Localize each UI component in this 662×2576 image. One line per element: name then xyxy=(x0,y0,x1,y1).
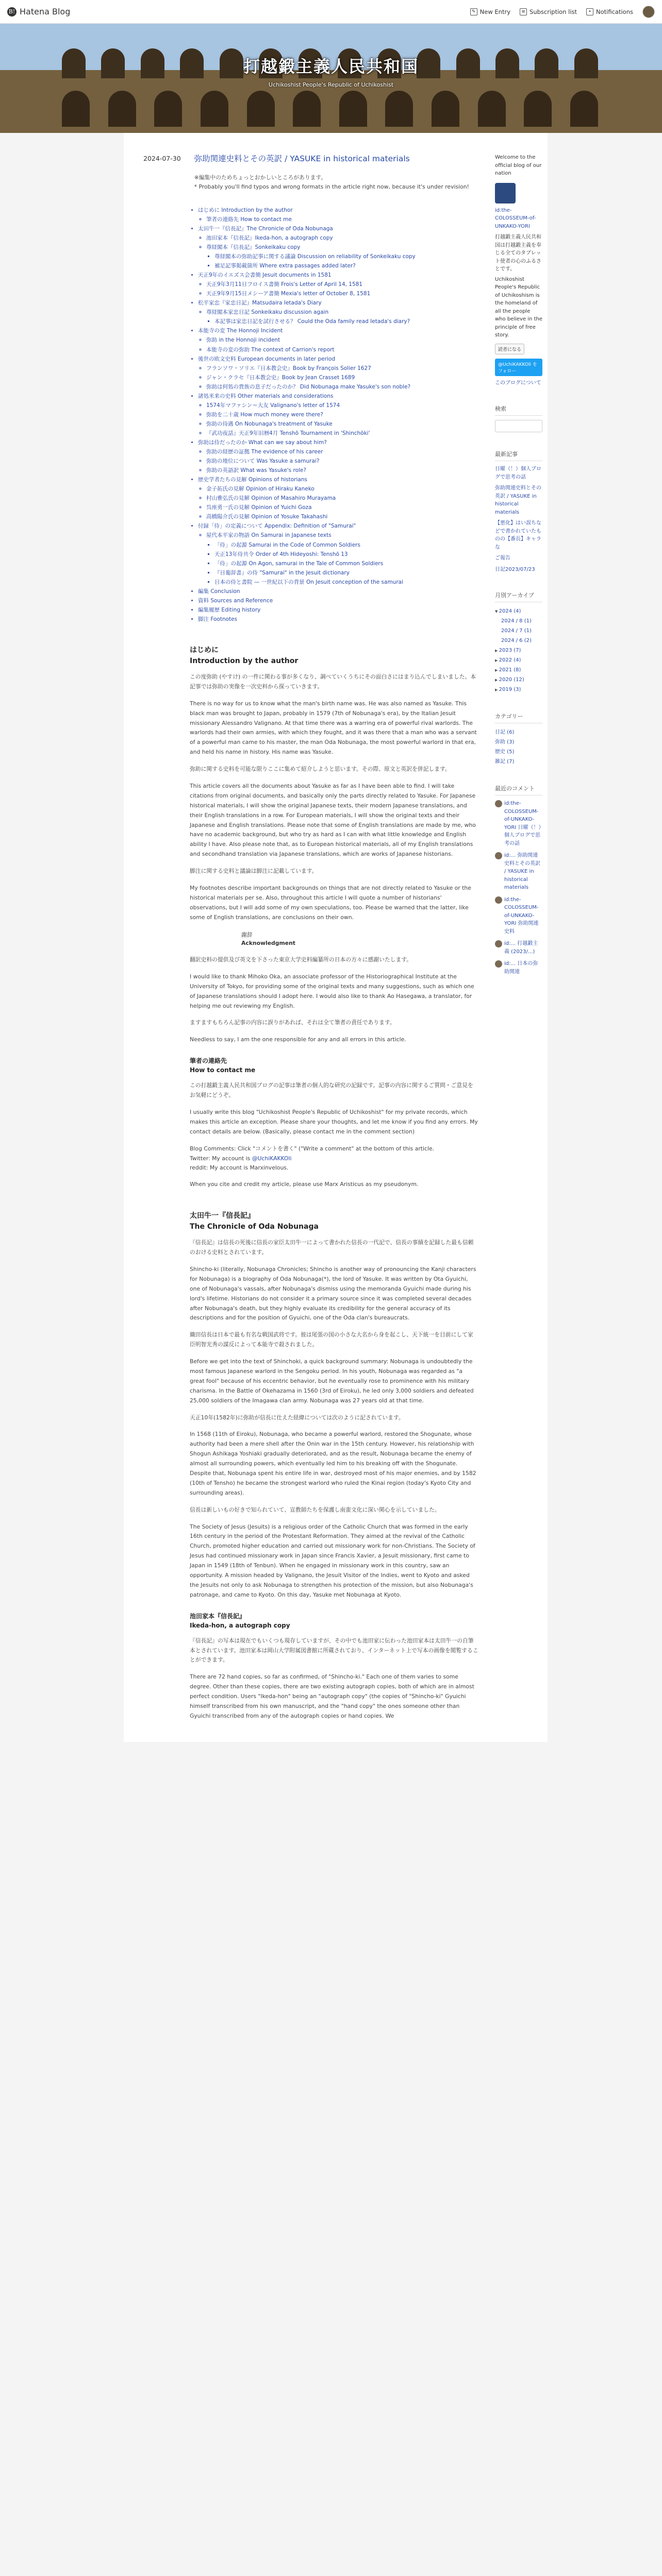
subscription-list-button[interactable]: ≡ Subscription list xyxy=(520,8,577,15)
toc-item[interactable]: • 後世の欧文史料 European documents in later period ◦ フランソワ・ソリエ『日本教会史』Book by François Solier 1627 ◦ ジャン・クラセ『日本教会史』Book by Jean Crasset 1689 ◦ 弥助は何処の貴族の息子だったのか？ Did Nobunaga make Yasuke's son noble? xyxy=(198,354,478,392)
toc-item[interactable]: ◦ 弥助 in the Honnoji incident xyxy=(206,335,478,345)
toc-item[interactable]: ◦ ジャン・クラセ『日本教会史』Book by Jean Crasset 1689 xyxy=(206,373,478,382)
toc-item[interactable]: ◦ 村山雅弘氏の見解 Opinion of Masahiro Murayama xyxy=(206,494,478,503)
archive-month[interactable]: 2024 / 7 (1) xyxy=(501,628,532,634)
contact-twitter: Twitter: My account is @UchiKAKKOli xyxy=(190,1155,292,1162)
toc-item[interactable]: ◦ 天正9年9月15日メシーア書簡 Mexia's letter of October 8, 1581 xyxy=(206,289,478,298)
toc-item[interactable]: ◦ 弥助は何処の貴族の息子だったのか？ Did Nobunaga make Yasuke's son noble? xyxy=(206,382,478,392)
recent-comment[interactable]: id:the-COLOSSEUM-of-UNKAKO-YORI 弥助関連史料 xyxy=(495,896,542,936)
table-of-contents xyxy=(190,206,478,624)
commenter-avatar xyxy=(495,960,502,968)
commenter-avatar xyxy=(495,852,502,859)
toc-item[interactable]: ◦ 屋代本平家の物語 On Samurai in Japanese texts ▪ 「侍」の起源 Samurai in the Code of Common Soldiers ▪ 天正13年侍共令 Order of 4th Hideyoshi: Tenshō 13 ▪ 「侍」の起源 On Agon, samurai in the Tale of Common Soldiers ▪ 『日葡辞書』の侍 "Samurai" in the Jesuit dictionary ▪ 日本の侍と書院 — 一世紀以下の背景 On Jesuit conception of the samurai xyxy=(206,531,478,586)
chronicle-en: Shincho-ki (literally, Nobunaga Chronicles; Shincho is another way of pronouncing the Kanji characters for Nobunaga) is a biography of Oda Nobunaga(*), the lord of Yasuke. It was written by Ota Gyuichi, one of Nobunaga's vassals, after Nobunaga's dismiss using the memoranda Gyuichi made during his lord's lifetime. Historians do not consider it a primary source since it was completed several decades after Nobunaga's death, but they highly evaluate its credibility for the general accuracy of its descriptions and for the position of Gyuichi, one of the Oda clan's bureaucrats. xyxy=(190,1265,476,1321)
toc-item[interactable]: ◦ 筆者の連絡先 How to contact me xyxy=(206,215,478,224)
toc-item[interactable]: ◦ 『武功夜話』天正9年旧暦4月 Tenshō Tournament in 'Shinchōki' xyxy=(206,429,478,438)
recent-comment[interactable]: id:the-COLOSSEUM-of-UNKAKO-YORI 日曜（！）個人ブログで思考の話 xyxy=(495,800,542,848)
ikeda-heading: 池田家本『信長記』 Ikeda-hon, a autograph copy xyxy=(190,1612,290,1629)
recent-entry-link[interactable]: 日記2023/07/23 xyxy=(495,566,535,572)
toc-item[interactable]: ◦ フランソワ・ソリエ『日本教会史』Book by François Solier 1627 xyxy=(206,364,478,373)
archive-year[interactable]: ▶ 2019 (3) xyxy=(495,685,542,694)
contact-pseudonym: When you cite and credit my article, please use Marx Aristicus as my pseudonym. xyxy=(190,1181,419,1188)
acknowledgment-ja: 翻訳史料の提供及び英文を下さった東京大学史料編纂所の日本の方々に感謝いたします。 xyxy=(190,956,412,963)
recent-comment[interactable]: id:... 日本の弥助関連 xyxy=(495,960,542,976)
top-navigation-bar xyxy=(0,0,662,24)
toc-item[interactable]: ▪ 「侍」の起源 On Agon, samurai in the Tale of Common Soldiers xyxy=(214,559,478,568)
acknowledgment-en: I would like to thank Mihoko Oka, an associate professor of the Historiographical Institute at the University of Tokyo, for providing some of the original texts and many suggestions, such as which one of Japanese translations should I adopt here. I would also like to thank Ao Hasegawa, a translator, for helping me out reviewing my English. xyxy=(190,973,474,1009)
intro-paragraph-ja: 弥助に関する史料を可能な限りここに集めて紹介しようと思います。その際、原文と英訳を併記します。 xyxy=(190,766,451,773)
toc-item[interactable]: ◦ 弥助の地位について Was Yasuke a samurai? xyxy=(206,456,478,466)
toc-item[interactable]: ◦ 高橋陽介氏の見解 Opinion of Yosuke Takahashi xyxy=(206,512,478,521)
archive-month[interactable]: 2024 / 6 (2) xyxy=(501,638,532,643)
intro-heading: はじめに Introduction by the author xyxy=(190,646,299,665)
recent-entry-link[interactable]: ご報告 xyxy=(495,555,510,561)
sidebar-about: Welcome to the official blog of our nation id:the-COLOSSEUM-of-UNKAKO-YORI 打越鍛主義人民共和国は打越鍛主義を奉じる全てのタブレット使者の心のふるさとです。 Uchikoshist People's Republic of Uchikoshism is the homeland of all the people who believe in the principle of free story. 読者になる @UchiKAKKOli をフォロー このブログについて xyxy=(495,154,542,387)
ikeda-ja: 『信長記』の写本は現在でもいくつも現存していますが、その中でも池田家に伝わった池田家本は太田牛一の自筆本とされています。池田家本は岡山大学附属図書館に所蔵されており、インターネット上で写本の画像を閲覧することができます。 xyxy=(190,1637,478,1664)
toc-item[interactable]: • 本能寺の変 The Honnoji Incident ◦ 弥助 in the Honnoji incident ◦ 本能寺の変の弥助 The context of Carrion's report xyxy=(198,326,478,354)
profile-id-link[interactable]: id:the-COLOSSEUM-of-UNKAKO-YORI xyxy=(495,207,536,229)
search-input[interactable] xyxy=(495,420,542,432)
contact-ja: この打越鍛主義人民共和国ブログの記事は筆者の個人的な研究の記録です。記事の内容に関するご質問・ご意見をお気軽にどうぞ。 xyxy=(190,1082,473,1099)
archive-year[interactable]: ▶ 2022 (4) xyxy=(495,655,542,665)
toc-item[interactable]: ◦ 天正9年3月11日フロイス書簡 Frois's Letter of April 14, 1581 xyxy=(206,280,478,289)
profile-description-en: Uchikoshist People's Republic of Uchikoshism is the homeland of all the people who believe in the principle of free story. xyxy=(495,276,542,338)
sidebar-recent: 最新記事 日曜（！）個人ブログで思考の話 弥助関連史料とその英訳 / YASUKE in historical materials 【悪化】はい誤ちなどで書かれていたものの【番長】キャラな ご報告 日記2023/07/23 xyxy=(495,450,542,573)
about-blog-link[interactable]: このブログについて xyxy=(495,380,541,386)
toc-item[interactable]: ▪ 尊経閣本の弥助記事に関する議論 Discussion on reliability of Sonkeikaku copy xyxy=(214,252,478,261)
notifications-button[interactable]: • Notifications xyxy=(586,8,633,15)
sidebar-comments: 最近のコメント id:the-COLOSSEUM-of-UNKAKO-YORI 日曜（！）個人ブログで思考の話 id:... 弥助関連史料とその英訳 / YASUKE in historical materials id:the-COLOSSEUM-of-UNKAKO-YORI 弥助関連史料 id:... 打越鍛主義 (2023/...) id:... 日本の弥助関連 xyxy=(495,784,542,976)
toc-item[interactable]: ◦ 呉座勇一氏の見解 Opinion of Yuichi Goza xyxy=(206,503,478,512)
toc-item[interactable]: ◦ 1574年マファシン＝大友 Valignano's letter of 1574 xyxy=(206,401,478,410)
chronicle-ja: 天正10年(1582年)に弥助が信長に仕えた経緯については次のように記されています。 xyxy=(190,1414,404,1421)
subscribe-button[interactable]: 読者になる xyxy=(495,344,524,354)
entry-date[interactable]: 2024-07-30 xyxy=(143,155,181,162)
intro-paragraph-en: My footnotes describe important backgrounds on things that are not directly related to Yasuke or the historical materials per se. Also, throughout this article I will quote a number of historians' observations, but I will add some of my own speculations, too. Please be warned that the latter, like some of English translations, are conclusions on their own. xyxy=(190,884,471,921)
contact-comments: Blog Comments: Click "コメントを書く" ("Write a comment" at the bottom of this article. xyxy=(190,1145,435,1152)
contact-heading: 筆者の連絡先 How to contact me xyxy=(190,1057,256,1074)
toc-item[interactable]: • 松平家忠『家忠日記』Matsudaira Ietada's Diary ◦ 尊経閣本家忠日記 Sonkeikaku discussion again ▪ 本記事は家忠日記を試行させる？ Could the Oda family read Ietada's diary? xyxy=(198,298,478,326)
toc-item[interactable]: ◦ 弥助の英語訳 What was Yasuke's role? xyxy=(206,466,478,475)
intro-paragraph-ja: この度弥助 (やすけ) の一件に関わる事が多くなり、調べていくうちにその面白さにはまり込んでしまいました。本記事では弥助の実像を一次史料から探っていきます。 xyxy=(190,673,476,690)
archive-year[interactable]: ▶ 2023 (7) xyxy=(495,646,542,655)
recent-entry-link[interactable]: 【悪化】はい誤ちなどで書かれていたものの【番長】キャラな xyxy=(495,520,541,550)
toc-item[interactable]: ▪ 『日葡辞書』の侍 "Samurai" in the Jesuit dictionary xyxy=(214,568,478,578)
brand-name: Hatena Blog xyxy=(20,7,71,16)
toc-item[interactable]: • 弥助は侍だったのか What can we say about him? ◦ 弥助の経歴の証拠 The evidence of his career ◦ 弥助の地位について Was Yasuke a samurai? ◦ 弥助の英語訳 What was Yasuke's role? xyxy=(198,438,478,475)
recent-comment[interactable]: id:... 打越鍛主義 (2023/...) xyxy=(495,940,542,956)
archive-year[interactable]: ▼ 2024 (4) xyxy=(495,606,542,616)
toc-item[interactable]: • 太田牛一『信長記』The Chronicle of Oda Nobunaga ◦ 池田家本『信長記』Ikeda-hon, a autograph copy ◦ 尊経閣本『信長記』Sonkeikaku copy ▪ 尊経閣本の弥助記事に関する議論 Discussion on reliability of Sonkeikaku copy ▪ 補足記事掲載箇所 Where extra passages added later? xyxy=(198,224,478,270)
toc-item[interactable]: • はじめに Introduction by the author ◦ 筆者の連絡先 How to contact me xyxy=(198,206,478,224)
toc-item[interactable]: • 歴史学者たちの見解 Opinions of historians ◦ 金子拓氏の見解 Opinion of Hiraku Kaneko ◦ 村山雅弘氏の見解 Opinion of Masahiro Murayama ◦ 呉座勇一氏の見解 Opinion of Yuichi Goza ◦ 高橋陽介氏の見解 Opinion of Yosuke Takahashi xyxy=(198,475,478,521)
category-link[interactable]: 歴史 (5) xyxy=(495,749,515,755)
chronicle-en: Before we get into the text of Shinchoki, a quick background summary: Nobunaga is undoubtedly the most famous Japanese warlord in the Sengoku period. In his youth, Nobunaga was regarded as "a great fool" because of his eccentric behavior, but he eventually rose to prominence with his military charisma. In the Battle of Okehazama in 1560 (3rd of Eiroku), he led only 3,000 soldiers and defeated 25,000 soldiers of the Imagawa clan army. Nobunaga was 27 years old at that time. xyxy=(190,1358,474,1404)
contact-en: I usually write this blog "Uchikoshist People's Republic of Uchikoshist" for my private records, which makes this article an exception. Please share your thoughts, and let me know if you find any errors. My contact details are below. (Basically, please contact me in the comment section) xyxy=(190,1109,478,1135)
chronicle-en: The Society of Jesus (Jesuits) is a religious order of the Catholic Church that was formed in the early 16th century in the period of the Protestant Reformation. They aimed at the revival of the Catholic Church, promoted higher education and carried out missionary work for non-Christians. The Society of Jesus had continued missionary work in Japan since Francis Xavier, a Jesuit missionary, first came to Japan in 1549 (18th of Tenbun). When he engaged in missionary work in this country, saw an opportunity. A mission headed by Valignano, the Jesuit Visitor of the Indies, went to Kyoto and asked the Jesuits not only to ask Nobunaga to strengthen his protection of the mission, but also Nobunaga's patronage, and came to Kyoto. On this day, Yasuke met Nobunaga at Kyoto. xyxy=(190,1523,475,1598)
commenter-avatar xyxy=(495,800,502,807)
user-avatar[interactable] xyxy=(642,6,655,18)
contact-reddit: reddit: My account is Marxinvelous. xyxy=(190,1164,289,1171)
toc-item[interactable]: • 資料 Sources and Reference xyxy=(198,596,478,605)
archive-year[interactable]: ▶ 2020 (12) xyxy=(495,675,542,685)
toc-item[interactable]: ◦ 弥助を二十歳 How much money were there? xyxy=(206,410,478,419)
toc-item[interactable]: ◦ 池田家本『信長記』Ikeda-hon, a autograph copy xyxy=(206,233,478,243)
sidebar-categories: カテゴリー 日記 (6) 弥助 (3) 歴史 (5) 雑記 (7) xyxy=(495,712,542,767)
blog-owner-avatar[interactable] xyxy=(495,183,516,204)
intro-paragraph-en: There is no way for us to know what the man's birth name was. He was also named as Yasuke. This black man was brought to Japan, probably in 1579 (7th of Nobunaga's era), by the Italian Jesuit missionary Alessandro Valignano. At that time there was a warring era of powerful rival warlords. The warlords had their own armies, with which they fought, and it was there that a man who was a servant of a powerful man came to his master, the man Oda Nobunaga, the most powerful warlord in that era, and held his name in history. His name was Yasuke. xyxy=(190,700,477,756)
article xyxy=(124,133,548,1742)
toc-item[interactable]: • 編集 Conclusion xyxy=(198,587,478,596)
toc-item[interactable]: ▪ 本記事は家忠日記を試行させる？ Could the Oda family read Ietada's diary? xyxy=(214,317,478,326)
toc-item[interactable]: • 天正9年のイエズス会書簡 Jesuit documents in 1581 ◦ 天正9年3月11日フロイス書簡 Frois's Letter of April 14, 1581 ◦ 天正9年9月15日メシーア書簡 Mexia's letter of October 8, 1581 xyxy=(198,270,478,298)
toc-item[interactable]: ◦ 金子拓氏の見解 Opinion of Hiraku Kaneko xyxy=(206,484,478,494)
toc-item[interactable]: ◦ 尊経閣本家忠日記 Sonkeikaku discussion again ▪ 本記事は家忠日記を試行させる？ Could the Oda family read Ietada's diary? xyxy=(206,308,478,326)
acknowledgment-ja: ますますもちろん記事の内容に誤りがあれば、それは全て筆者の責任であります。 xyxy=(190,1019,395,1026)
new-entry-button[interactable]: ✎ New Entry xyxy=(470,8,510,15)
chronicle-ja: 『信長記』は信長の死後に信長の家臣太田牛一によって書かれた信長の一代記で、信長の事績を記録した最も信頼のおける史料とされています。 xyxy=(190,1239,474,1256)
acknowledgment-en: Needless to say, I am the one responsible for any and all errors in this article. xyxy=(190,1036,406,1043)
recent-entry-link[interactable]: 弥助関連史料とその英訳 / YASUKE in historical materials xyxy=(495,485,541,515)
toc-item[interactable]: ▪ 補足記事掲載箇所 Where extra passages added later? xyxy=(214,261,478,270)
toc-item[interactable]: • 諸処米来の史料 Other materials and considerations ◦ 1574年マファシン＝大友 Valignano's letter of 1574 ◦ 弥助を二十歳 How much money were there? ◦ 弥助の待遇 On Nobunaga's treatment of Yasuke ◦ 『武功夜話』天正9年旧暦4月 Tenshō Tournament in 'Shinchōki' xyxy=(198,392,478,438)
commenter-avatar xyxy=(495,940,502,947)
blog-subtitle: Uchikoshist People's Republic of Uchikoshist xyxy=(268,81,394,88)
toc-item[interactable]: • 脚注 Footnotes xyxy=(198,615,478,624)
twitter-follow-button[interactable]: @UchiKAKKOli をフォロー xyxy=(495,359,542,376)
sidebar xyxy=(488,133,548,1001)
hatena-logo-icon: B! xyxy=(7,7,16,16)
toc-item[interactable]: • 付録「侍」の定義について Appendix: Definition of "Samurai" ◦ 屋代本平家の物語 On Samurai in Japanese texts ▪ 「侍」の起源 Samurai in the Code of Common Soldiers ▪ 天正13年侍共令 Order of 4th Hideyoshi: Tenshō 13 ▪ 「侍」の起源 On Agon, samurai in the Tale of Common Soldiers ▪ 『日葡辞書』の侍 "Samurai" in the Jesuit dictionary ▪ 日本の侍と書院 — 一世紀以下の背景 On Jesuit conception of the samurai xyxy=(198,521,478,586)
category-link[interactable]: 雑記 (7) xyxy=(495,759,515,765)
pencil-icon: ✎ xyxy=(470,8,477,15)
intro-paragraph-en: This article covers all the documents about Yasuke as far as I have been able to find. I will take citations from original documents, and basically only the parts directly related to Yasuke. For Japanese historical materials, I will show the original Japanese texts, their modern Japanese translations, and their English translations in a row. For European materials, I will show the original texts and their Japanese and English translations. Please note that some of English translations are made by me, who have no academic background, but who try as hard as I can with what little knowledge and English ability I have. Also please note that, as to European historical materials, all of my English translations and secondhand translation via Japanese translations, which are works of Japanese historians. xyxy=(190,782,476,858)
colosseum-arches-lower xyxy=(62,91,598,127)
toc-item[interactable]: • 編集履歴 Editing history xyxy=(198,605,478,615)
chronicle-heading: 太田牛一『信長記』 The Chronicle of Oda Nobunaga xyxy=(190,1212,319,1231)
toc-item[interactable]: ◦ 尊経閣本『信長記』Sonkeikaku copy ▪ 尊経閣本の弥助記事に関する議論 Discussion on reliability of Sonkeikaku copy ▪ 補足記事掲載箇所 Where extra passages added later? xyxy=(206,243,478,270)
chronicle-ja: 織田信長は日本で最も有名な戦国武将です。彼は尾張の国の小さな大名から身を起こし、天下統一を目前にして家臣明智光秀の謀反によって本能寺で殺されました。 xyxy=(190,1331,473,1348)
chronicle-en: In 1568 (11th of Eiroku), Nobunaga, who became a powerful warlord, restored the Shogunate, whose authority had been a mere shell after the Onin war in the 15th century. However, his relationship with Shogun Ashikaga Yoshiaki gradually deteriorated, and as the result, Nobunaga became the enemy of almost all surrounding powers, which eventually led him to his breaking off with the Shogunate. Despite that, Nobunaga spent his entire life in war, destroyed most of his major enemies, and by 1582 (10th of Tensho) he became the strongest warlord who ruled the Kinai region (today's Kyoto City and surrounding areas). xyxy=(190,1431,476,1496)
blog-title[interactable]: 打越鍛主義人民共和国 xyxy=(243,57,419,76)
list-icon: ≡ xyxy=(520,8,527,15)
recent-entry-link[interactable]: 日曜（！）個人ブログで思考の話 xyxy=(495,466,541,480)
sidebar-archive: 月別アーカイブ ▼ 2024 (4) 2024 / 8 (1) 2024 / 7 (1) 2024 / 6 (2) ▶ 2023 (7) ▶ 2022 (4) ▶ 2021 (8) ▶ 2020 (12) ▶ 2019 (3) xyxy=(495,591,542,694)
commenter-avatar xyxy=(495,896,502,904)
toc-item[interactable]: ◦ 弥助の経歴の証拠 The evidence of his career xyxy=(206,447,478,456)
blog-header xyxy=(0,24,662,133)
category-link[interactable]: 弥助 (3) xyxy=(495,739,515,745)
category-link[interactable]: 日記 (6) xyxy=(495,730,515,735)
recent-comment[interactable]: id:... 弥助関連史料とその英訳 / YASUKE in historical materials xyxy=(495,852,542,892)
intro-note-ja: ※編集中のためちょっとおかしいところがあります。 xyxy=(194,174,327,181)
sidebar-search: 検索 xyxy=(495,404,542,432)
toc-item[interactable]: ◦ 本能寺の変の弥助 The context of Carrion's report xyxy=(206,345,478,354)
profile-description: 打越鍛主義人民共和国は打越鍛主義を奉じる全てのタブレット使者の心のふるさとです。 xyxy=(495,234,541,272)
archive-year[interactable]: ▶ 2021 (8) xyxy=(495,665,542,675)
toc-item[interactable]: ◦ 弥助の待遇 On Nobunaga's treatment of Yasuke xyxy=(206,419,478,429)
twitter-link[interactable]: @UchiKAKKOli xyxy=(252,1155,292,1162)
ikeda-en: There are 72 hand copies, so far as confirmed, of "Shincho-ki." Each one of them varies to some degree. Other than these copies, there are two existing autograph copies, both of which are in almost perfect condition. Users "Ikeda-hon" being an "autograph copy" (the copies of "Shincho-ki" Gyuichi himself transcribed from his own manuscript, and the "hand copy" the ones someone other than Gyuichi transcribed from any of the autograph copies or hand copies. We xyxy=(190,1673,474,1719)
acknowledgment-label: 謝辞 Acknowledgment xyxy=(241,931,295,947)
toc-item[interactable]: ▪ 天正13年侍共令 Order of 4th Hideyoshi: Tenshō 13 xyxy=(214,550,478,559)
hatena-blog-logo[interactable] xyxy=(7,7,70,16)
entry-title[interactable]: 弥助関連史料とその英訳 / YASUKE in historical materials xyxy=(194,154,410,163)
intro-note-en: * Probably you'll find typos and wrong formats in the article right now, because it's under revision! xyxy=(194,183,469,191)
archive-month[interactable]: 2024 / 8 (1) xyxy=(501,618,532,624)
toc-item[interactable]: ▪ 「侍」の起源 Samurai in the Code of Common Soldiers xyxy=(214,540,478,550)
toc-item[interactable]: ▪ 日本の侍と書院 — 一世紀以下の背景 On Jesuit conception of the samurai xyxy=(214,578,478,587)
intro-paragraph-ja: 脚注に関する史料と議論は脚注に記載しています。 xyxy=(190,868,318,875)
bell-icon: • xyxy=(586,8,593,15)
chronicle-ja: 信長は新しいもの好きで知られていて、宣教師たちを保護し南蛮文化に深い関心を示していました。 xyxy=(190,1506,440,1513)
